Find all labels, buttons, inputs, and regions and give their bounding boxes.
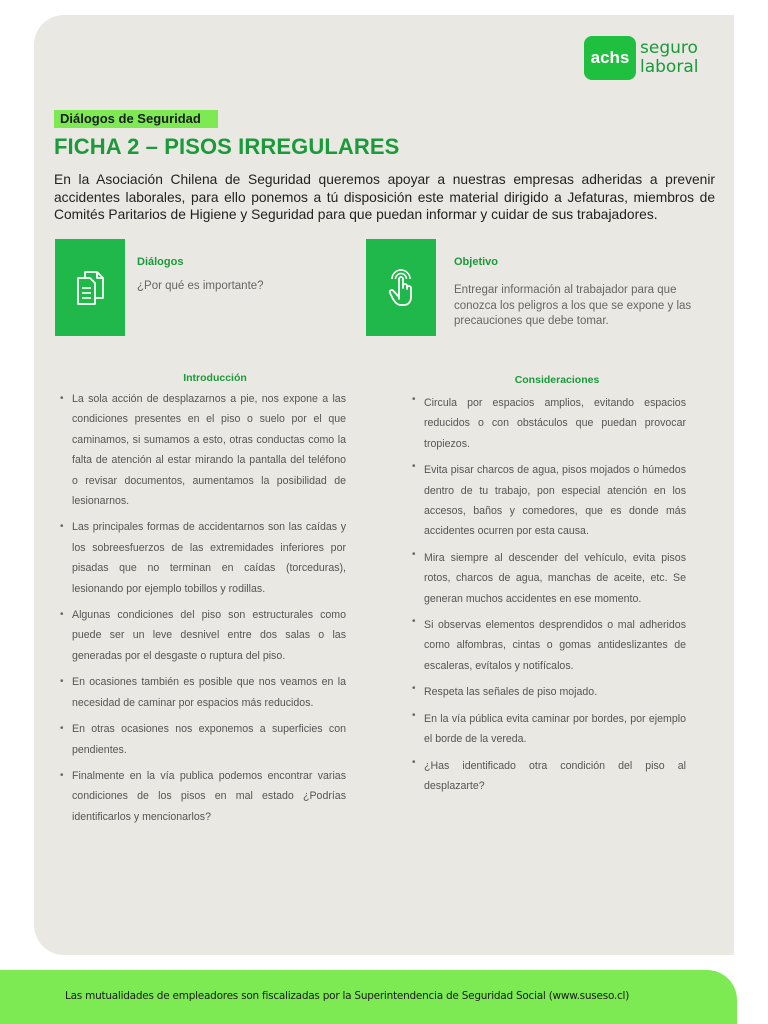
consideraciones-heading: Consideraciones	[514, 374, 600, 386]
page-title: FICHA 2 – PISOS IRREGULARES	[54, 134, 400, 159]
footer-text: Las mutualidades de empleadores son fiscalizadas por la Superintendencia de Seguridad Social (www.suseso.cl)	[65, 990, 630, 1002]
dialogos-title: Diálogos	[137, 256, 184, 268]
logo-line-1: seguro	[640, 38, 698, 58]
consideraciones-list	[412, 393, 686, 802]
list-item: • Si observas elementos desprendidos o mal adheridos como alfombras, cintas o gomas antideslizantes de escaleras, evítalos y notifícalos.	[412, 615, 686, 676]
logo-mark: achs	[584, 36, 636, 80]
achs-logo	[584, 36, 698, 80]
logo-text	[640, 39, 698, 77]
section-tag: Diálogos de Seguridad	[54, 110, 218, 128]
list-item: • Finalmente en la vía publica podemos encontrar varias condiciones de los pisos en mal estado ¿Podrías identificarlos y mencionarlos?	[60, 766, 346, 827]
list-item: • Mira siempre al descender del vehículo, evita pisos rotos, charcos de agua, manchas de aceite, etc. Se generan muchos accidentes en ese momento.	[412, 548, 686, 609]
intro-paragraph: En la Asociación Chilena de Seguridad queremos apoyar a nuestras empresas adheridas a prevenir accidentes laborales, para ello ponemos a tú disposición este material dirigido a Jefaturas, miembros de Comités Paritarios de Higiene y Seguridad para que puedan informar y cuidar de sus trabajadores.	[54, 172, 715, 222]
objetivo-icon-box	[366, 239, 436, 336]
list-item: • Circula por espacios amplios, evitando espacios reducidos o con obstáculos que puedan provocar tropiezos.	[412, 393, 686, 454]
list-item: • En la vía pública evita caminar por bordes, por ejemplo el borde de la vereda.	[412, 709, 686, 750]
objetivo-title: Objetivo	[454, 256, 499, 268]
list-item: • Respeta las señales de piso mojado.	[412, 682, 686, 702]
objetivo-text: Entregar información al trabajador para que conozca los peligros a los que se expone y las precauciones que debe tomar.	[454, 284, 692, 327]
introduccion-heading: Introducción	[183, 372, 247, 384]
documents-icon	[75, 270, 105, 306]
logo-line-2: laboral	[640, 57, 699, 77]
list-item: • En ocasiones también es posible que nos veamos en la necesidad de caminar por espacios más reducidos.	[60, 672, 346, 713]
dialogos-icon-box	[55, 239, 125, 336]
list-item: • En otras ocasiones nos exponemos a superficies con pendientes.	[60, 719, 346, 760]
introduccion-list	[60, 389, 346, 833]
touch-hand-icon	[386, 269, 416, 307]
list-item: • Algunas condiciones del piso son estructurales como puede ser un leve desnivel entre dos salas o las generadas por el desgaste o ruptura del piso.	[60, 605, 346, 666]
list-item: • Las principales formas de accidentarnos son las caídas y los sobreesfuerzos de las extremidades inferiores por pisadas que no terminan en caídas (torceduras), lesionando por ejemplo tobillos y rodillas.	[60, 517, 346, 599]
list-item: • La sola acción de desplazarnos a pie, nos expone a las condiciones presentes en el piso o suelo por el que caminamos, si sumamos a esto, otras conductas como la falta de atención al estar mirando la pantalla del teléfono o revisar documentos, aumentamos la posibilidad de lesionarnos.	[60, 389, 346, 511]
list-item: • Evita pisar charcos de agua, pisos mojados o húmedos dentro de tu trabajo, pon especial atención en los accesos, baños y comedores, que es donde más accidentes ocurren por esta causa.	[412, 460, 686, 542]
dialogos-text: ¿Por qué es importante?	[137, 280, 264, 292]
list-item: • ¿Has identificado otra condición del piso al desplazarte?	[412, 756, 686, 797]
